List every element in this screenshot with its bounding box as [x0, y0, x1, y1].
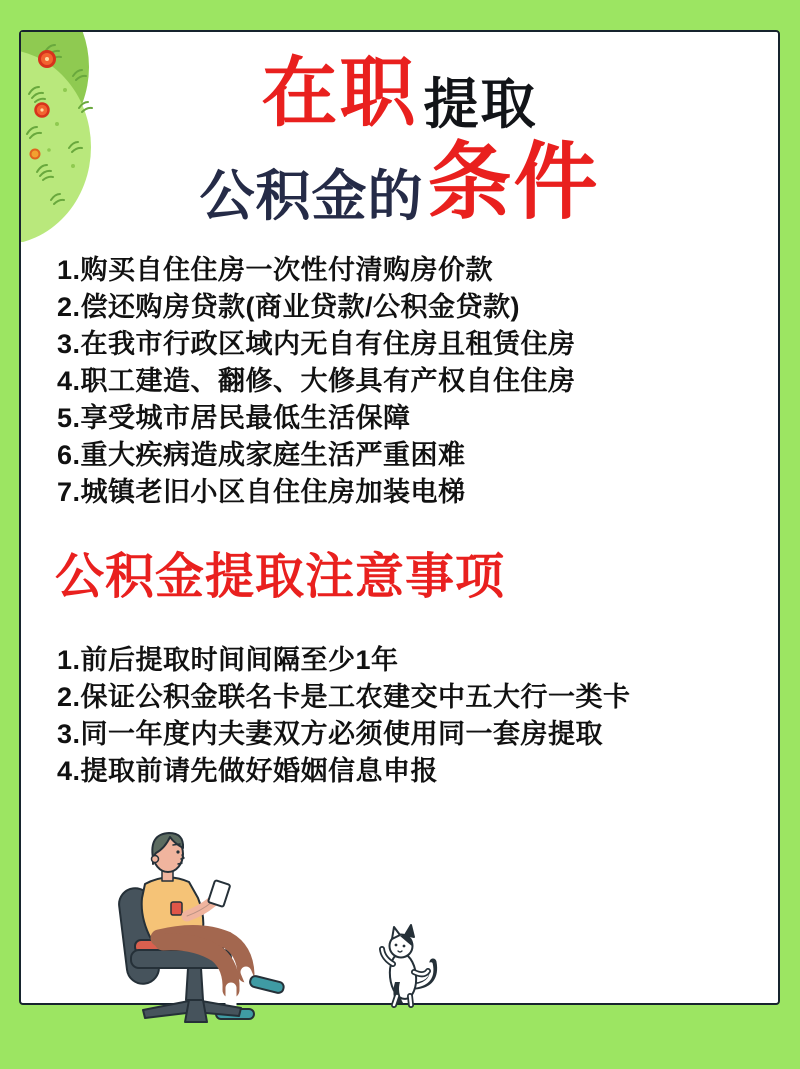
title-tiaojian: 条件	[427, 135, 600, 229]
title-zaizhi: 在职	[261, 51, 418, 136]
condition-item-1: 1.购买自住住房一次性付清购房价款	[57, 255, 494, 285]
notice-item-1: 1.前后提取时间间隔至少1年	[57, 645, 399, 675]
notice-list	[57, 642, 631, 790]
notice-heading: 公积金提取注意事项	[55, 550, 506, 604]
man-reading-illustration	[85, 826, 470, 1058]
poster-title	[21, 50, 778, 229]
condition-item-4: 4.职工建造、翻修、大修具有产权自住住房	[57, 366, 576, 396]
title-tiqu: 提取	[423, 73, 538, 135]
notice-item-2: 2.保证公积金联名卡是工农建交中五大行一类卡	[57, 682, 631, 712]
cat-illustration	[382, 925, 434, 1005]
conditions-list	[57, 252, 576, 511]
title-line-2	[21, 134, 778, 229]
condition-item-5: 5.享受城市居民最低生活保障	[57, 403, 411, 433]
condition-item-7: 7.城镇老旧小区自住住房加装电梯	[57, 477, 466, 507]
condition-item-3: 3.在我市行政区域内无自有住房且租赁住房	[57, 329, 576, 359]
condition-item-6: 6.重大疾病造成家庭生活严重困难	[57, 440, 466, 470]
notice-item-3: 3.同一年度内夫妻双方必须使用同一套房提取	[57, 719, 604, 749]
condition-item-2: 2.偿还购房贷款(商业贷款/公积金贷款)	[57, 292, 521, 322]
notice-item-4: 4.提取前请先做好婚姻信息申报	[57, 756, 439, 786]
title-line-1	[21, 50, 778, 136]
title-gongjijin: 公积金的	[199, 165, 424, 227]
